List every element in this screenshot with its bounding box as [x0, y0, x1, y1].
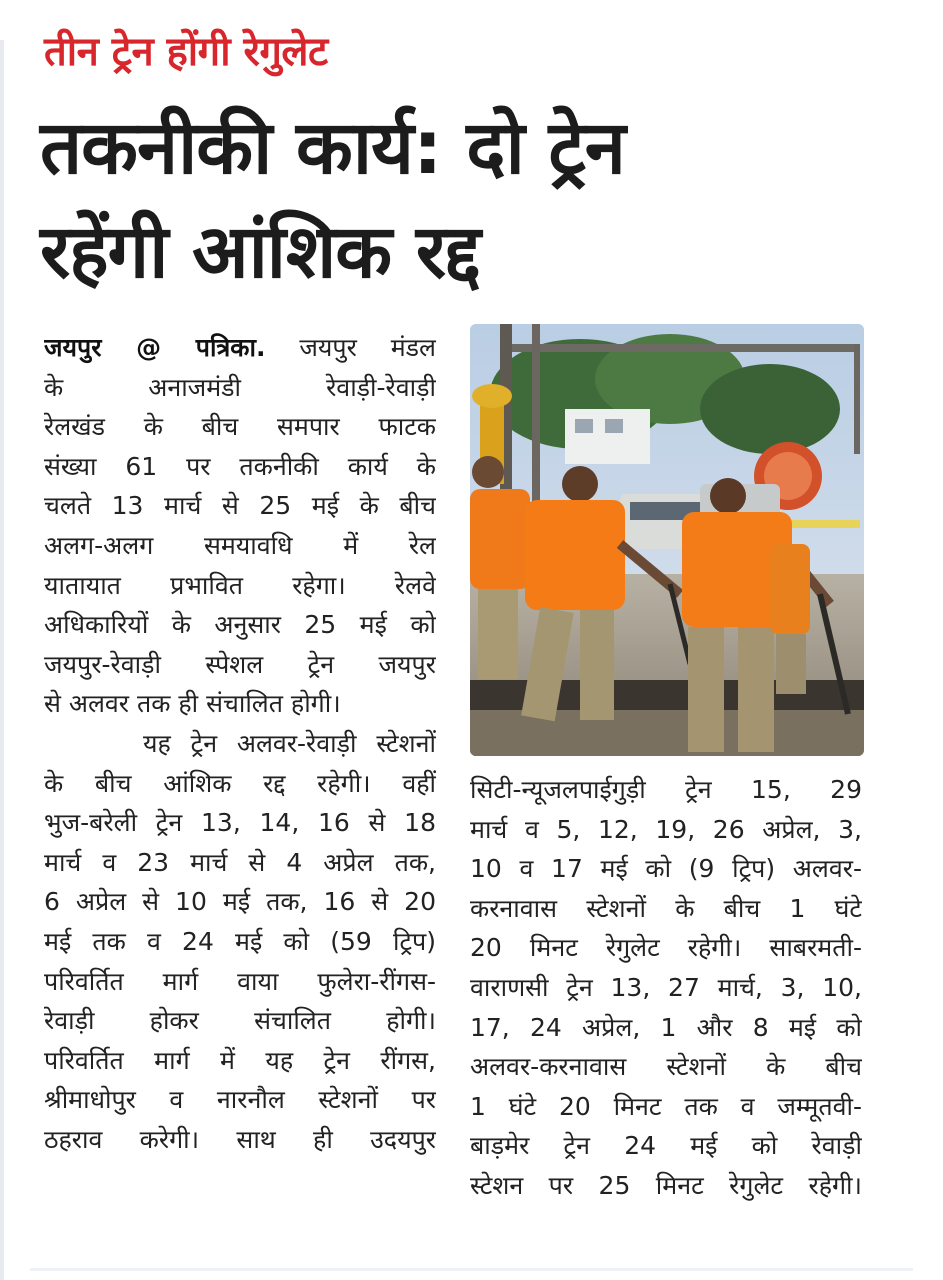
body-line: 20 मिनट रेगुलेट रहेगी। साबरमती- [470, 933, 862, 963]
body-line: परिवर्तित मार्ग वाया फुलेरा-रींगस- [44, 966, 436, 996]
body-line: यातायात प्रभावित रहेगा। रेलवे [44, 570, 436, 600]
article-body-right-column [470, 770, 862, 1206]
body-line: के अनाजमंडी रेवाड़ी-रेवाड़ी [44, 372, 436, 402]
body-line: अलवर-करनावास स्टेशनों के बीच [470, 1052, 862, 1082]
article-dateline: जयपुर @ पत्रिका. [44, 333, 266, 362]
body-line: 17, 24 अप्रेल, 1 और 8 मई को [470, 1012, 862, 1042]
body-line: भुज-बरेली ट्रेन 13, 14, 16 से 18 [44, 808, 436, 838]
body-line: के बीच आंशिक रद्द रहेगी। वहीं [44, 768, 436, 798]
page-bottom-rule [30, 1268, 913, 1271]
body-line: बाड़मेर ट्रेन 24 मई को रेवाड़ी [470, 1131, 862, 1161]
body-line: मार्च व 23 मार्च से 4 अप्रेल तक, [44, 847, 436, 877]
body-line: सिटी-न्यूजलपाईगुड़ी ट्रेन 15, 29 [470, 775, 862, 804]
news-photo-railway-workers [470, 324, 864, 756]
body-line: अलग-अलग समयावधि में रेल [44, 530, 436, 560]
page-edge-rule [0, 40, 4, 1280]
body-line: करनावास स्टेशनों के बीच 1 घंटे [470, 893, 862, 923]
body-line: संख्या 61 पर तकनीकी कार्य के [44, 451, 436, 481]
body-line: 1 घंटे 20 मिनट तक व जम्मूतवी- [470, 1091, 862, 1121]
body-line: चलते 13 मार्च से 25 मई के बीच [44, 491, 436, 521]
body-line: वाराणसी ट्रेन 13, 27 मार्च, 3, 10, [470, 972, 862, 1002]
body-line: ठहराव करेगी। साथ ही उदयपुर [44, 1124, 436, 1154]
body-line: 6 अप्रेल से 10 मई तक, 16 से 20 [44, 887, 436, 917]
body-line: अधिकारियों के अनुसार 25 मई को [44, 610, 436, 640]
headline-line: रहेंगी आंशिक रद्द [40, 209, 480, 295]
article-kicker: तीन ट्रेन होंगी रेगुलेट [44, 29, 328, 75]
article-headline [40, 96, 920, 304]
body-line: श्रीमाधोपुर व नारनौल स्टेशनों पर [44, 1085, 436, 1115]
body-line: स्टेशन पर 25 मिनट रेगुलेट रहेगी। [470, 1170, 862, 1200]
body-line: रेवाड़ी होकर संचालित होगी। [44, 1006, 436, 1036]
body-line: परिवर्तित मार्ग में यह ट्रेन रींगस, [44, 1045, 436, 1075]
body-line: मई तक व 24 मई को (59 ट्रिप) [44, 926, 436, 956]
headline-line: तकनीकी कार्य: दो ट्रेन [40, 105, 625, 191]
body-line: जयपुर-रेवाड़ी स्पेशल ट्रेन जयपुर [44, 649, 436, 679]
body-line-paragraph-start: यह ट्रेन अलवर-रेवाड़ी स्टेशनों [44, 728, 436, 758]
body-line: 10 व 17 मई को (9 ट्रिप) अलवर- [470, 854, 862, 884]
body-line: रेलखंड के बीच समपार फाटक [44, 412, 436, 442]
body-line: मार्च व 5, 12, 19, 26 अप्रेल, 3, [470, 814, 862, 844]
body-text: जयपुर मंडल [265, 333, 436, 362]
article-body-left-column [44, 328, 436, 1159]
body-line [44, 328, 436, 368]
photo-illustration [470, 324, 864, 756]
body-line: से अलवर तक ही संचालित होगी। [44, 689, 341, 719]
